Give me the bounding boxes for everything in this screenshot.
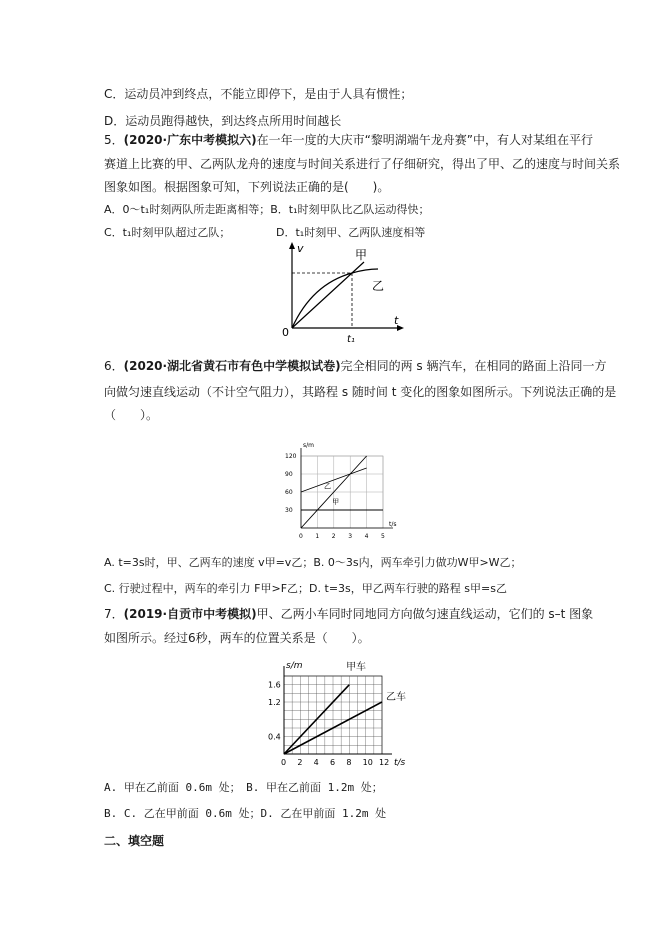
series-yi-label: 乙 xyxy=(372,279,385,293)
option-c-prev: C．运动员冲到终点，不能立即停下，是由于人具有惯性； xyxy=(104,87,413,101)
y-tick-label: 1.6 xyxy=(268,680,281,690)
q6-source: (2020·湖北省黄石市有色中学模拟试卷) xyxy=(123,359,341,373)
x-tick-label: 3 xyxy=(348,533,353,540)
y-axis-label: s/m xyxy=(303,442,314,449)
section-fill-in-blank: 二、填空题 xyxy=(104,834,165,848)
x-tick-label: 0 xyxy=(299,533,303,540)
series-jia-line xyxy=(292,262,364,328)
x-tick-label: 5 xyxy=(381,533,385,540)
y-tick-label: 0.4 xyxy=(268,732,281,742)
v-axis-label: v xyxy=(297,242,304,255)
x-tick-label: 12 xyxy=(379,758,390,767)
x-tick-label: 8 xyxy=(346,758,352,767)
q6-line-1 xyxy=(104,358,606,374)
q5-options-ab: A．0～t₁时刻两队所走距离相等；B．t₁时刻甲队比乙队运动得快； xyxy=(104,203,430,216)
q6-line-3: （ ）。 xyxy=(104,408,159,422)
q5-source: (2020·广东中考模拟六) xyxy=(123,133,257,147)
origin-label: 0 xyxy=(282,326,289,339)
x-axis-label: t/s xyxy=(394,758,406,768)
x-tick-label: 2 xyxy=(297,758,303,767)
q6-text-1: 完全相同的两 s 辆汽车，在相同的路面上沿同一方 xyxy=(340,359,607,373)
x-tick-label: 4 xyxy=(313,758,319,767)
q5-vt-graph xyxy=(278,240,408,348)
series-yi-car-label: 乙车 xyxy=(386,691,406,703)
x-tick-label: 6 xyxy=(330,758,336,767)
q6-number: 6． xyxy=(104,359,124,373)
x-tick-label: 2 xyxy=(331,533,336,540)
q5-line-3: 图象如图。根据图象可知，下列说法正确的是( )。 xyxy=(104,180,390,194)
q5-line-2: 赛道上比赛的甲、乙两队龙舟的速度与时间关系进行了仔细研究，得出了甲、乙的速度与时间关系 xyxy=(104,157,621,171)
q5-text-1: 在一年一度的大庆市“黎明湖端午龙舟赛”中，有人对某组在平行 xyxy=(256,133,594,147)
q6-options-ab: A. t=3s时，甲、乙两车的速度 v甲=v乙；B. 0～3s内，两车牵引力做功W甲>W乙； xyxy=(104,556,522,569)
y-tick-label: 90 xyxy=(285,471,293,478)
series-jia-car-label: 甲车 xyxy=(346,662,367,673)
x-tick-label: 1 xyxy=(315,533,320,540)
t-axis-label: t xyxy=(394,314,399,327)
q5-option-d: D．t₁时刻甲、乙两队速度相等 xyxy=(276,226,426,239)
y-tick-label: 60 xyxy=(285,489,293,496)
t1-tick-label: t₁ xyxy=(347,334,355,345)
q6-options-cd: C. 行驶过程中，两车的牵引力 F甲>F乙；D. t=3s，甲乙两车行驶的路程 s甲=s乙 xyxy=(104,582,507,595)
series-yi-label: 乙 xyxy=(323,482,331,491)
q7-st-graph xyxy=(258,658,418,774)
series-yi-curve xyxy=(292,269,378,328)
q7-options-ab: A. 甲在乙前面 0.6m 处； B. 甲在乙前面 1.2m 处； xyxy=(104,781,383,794)
q6-st-graph xyxy=(283,440,403,546)
q5-number: 5． xyxy=(104,133,124,147)
series-jia-label: 甲 xyxy=(332,498,340,506)
y-axis-label: s/m xyxy=(286,661,303,671)
series-jia-label: 甲 xyxy=(355,248,368,262)
q7-source: (2019·自贡市中考模拟) xyxy=(123,607,257,621)
option-d-prev: D．运动员跑得越快，到达终点所用时间越长 xyxy=(104,114,342,128)
y-tick-label: 1.2 xyxy=(268,698,281,707)
q5-line-1 xyxy=(104,132,593,148)
q7-options-cd: B. C. 乙在甲前面 0.6m 处；D. 乙在甲前面 1.2m 处 xyxy=(104,807,387,820)
q7-line-2: 如图所示。经过6秒，两车的位置关系是（ ）。 xyxy=(104,631,370,645)
q7-text-1: 甲、乙两小车同时同地同方向做匀速直线运动，它们的 s–t 图象 xyxy=(256,607,594,621)
x-tick-label: 10 xyxy=(362,758,373,767)
q5-option-c: C．t₁时刻甲队超过乙队； xyxy=(104,226,231,239)
q7-line-1 xyxy=(104,606,593,622)
v-axis-arrow xyxy=(289,242,295,249)
y-tick-label: 30 xyxy=(285,507,293,514)
x-tick-label: 0 xyxy=(281,758,287,767)
x-axis-label: t/s xyxy=(389,521,397,528)
q7-number: 7． xyxy=(104,607,124,621)
x-tick-label: 4 xyxy=(364,533,369,540)
q6-line-2: 向做匀速直线运动（不计空气阻力），其路程 s 随时间 t 变化的图象如图所示。下列说法正确的是 xyxy=(104,385,617,399)
y-tick-label: 120 xyxy=(285,453,297,460)
